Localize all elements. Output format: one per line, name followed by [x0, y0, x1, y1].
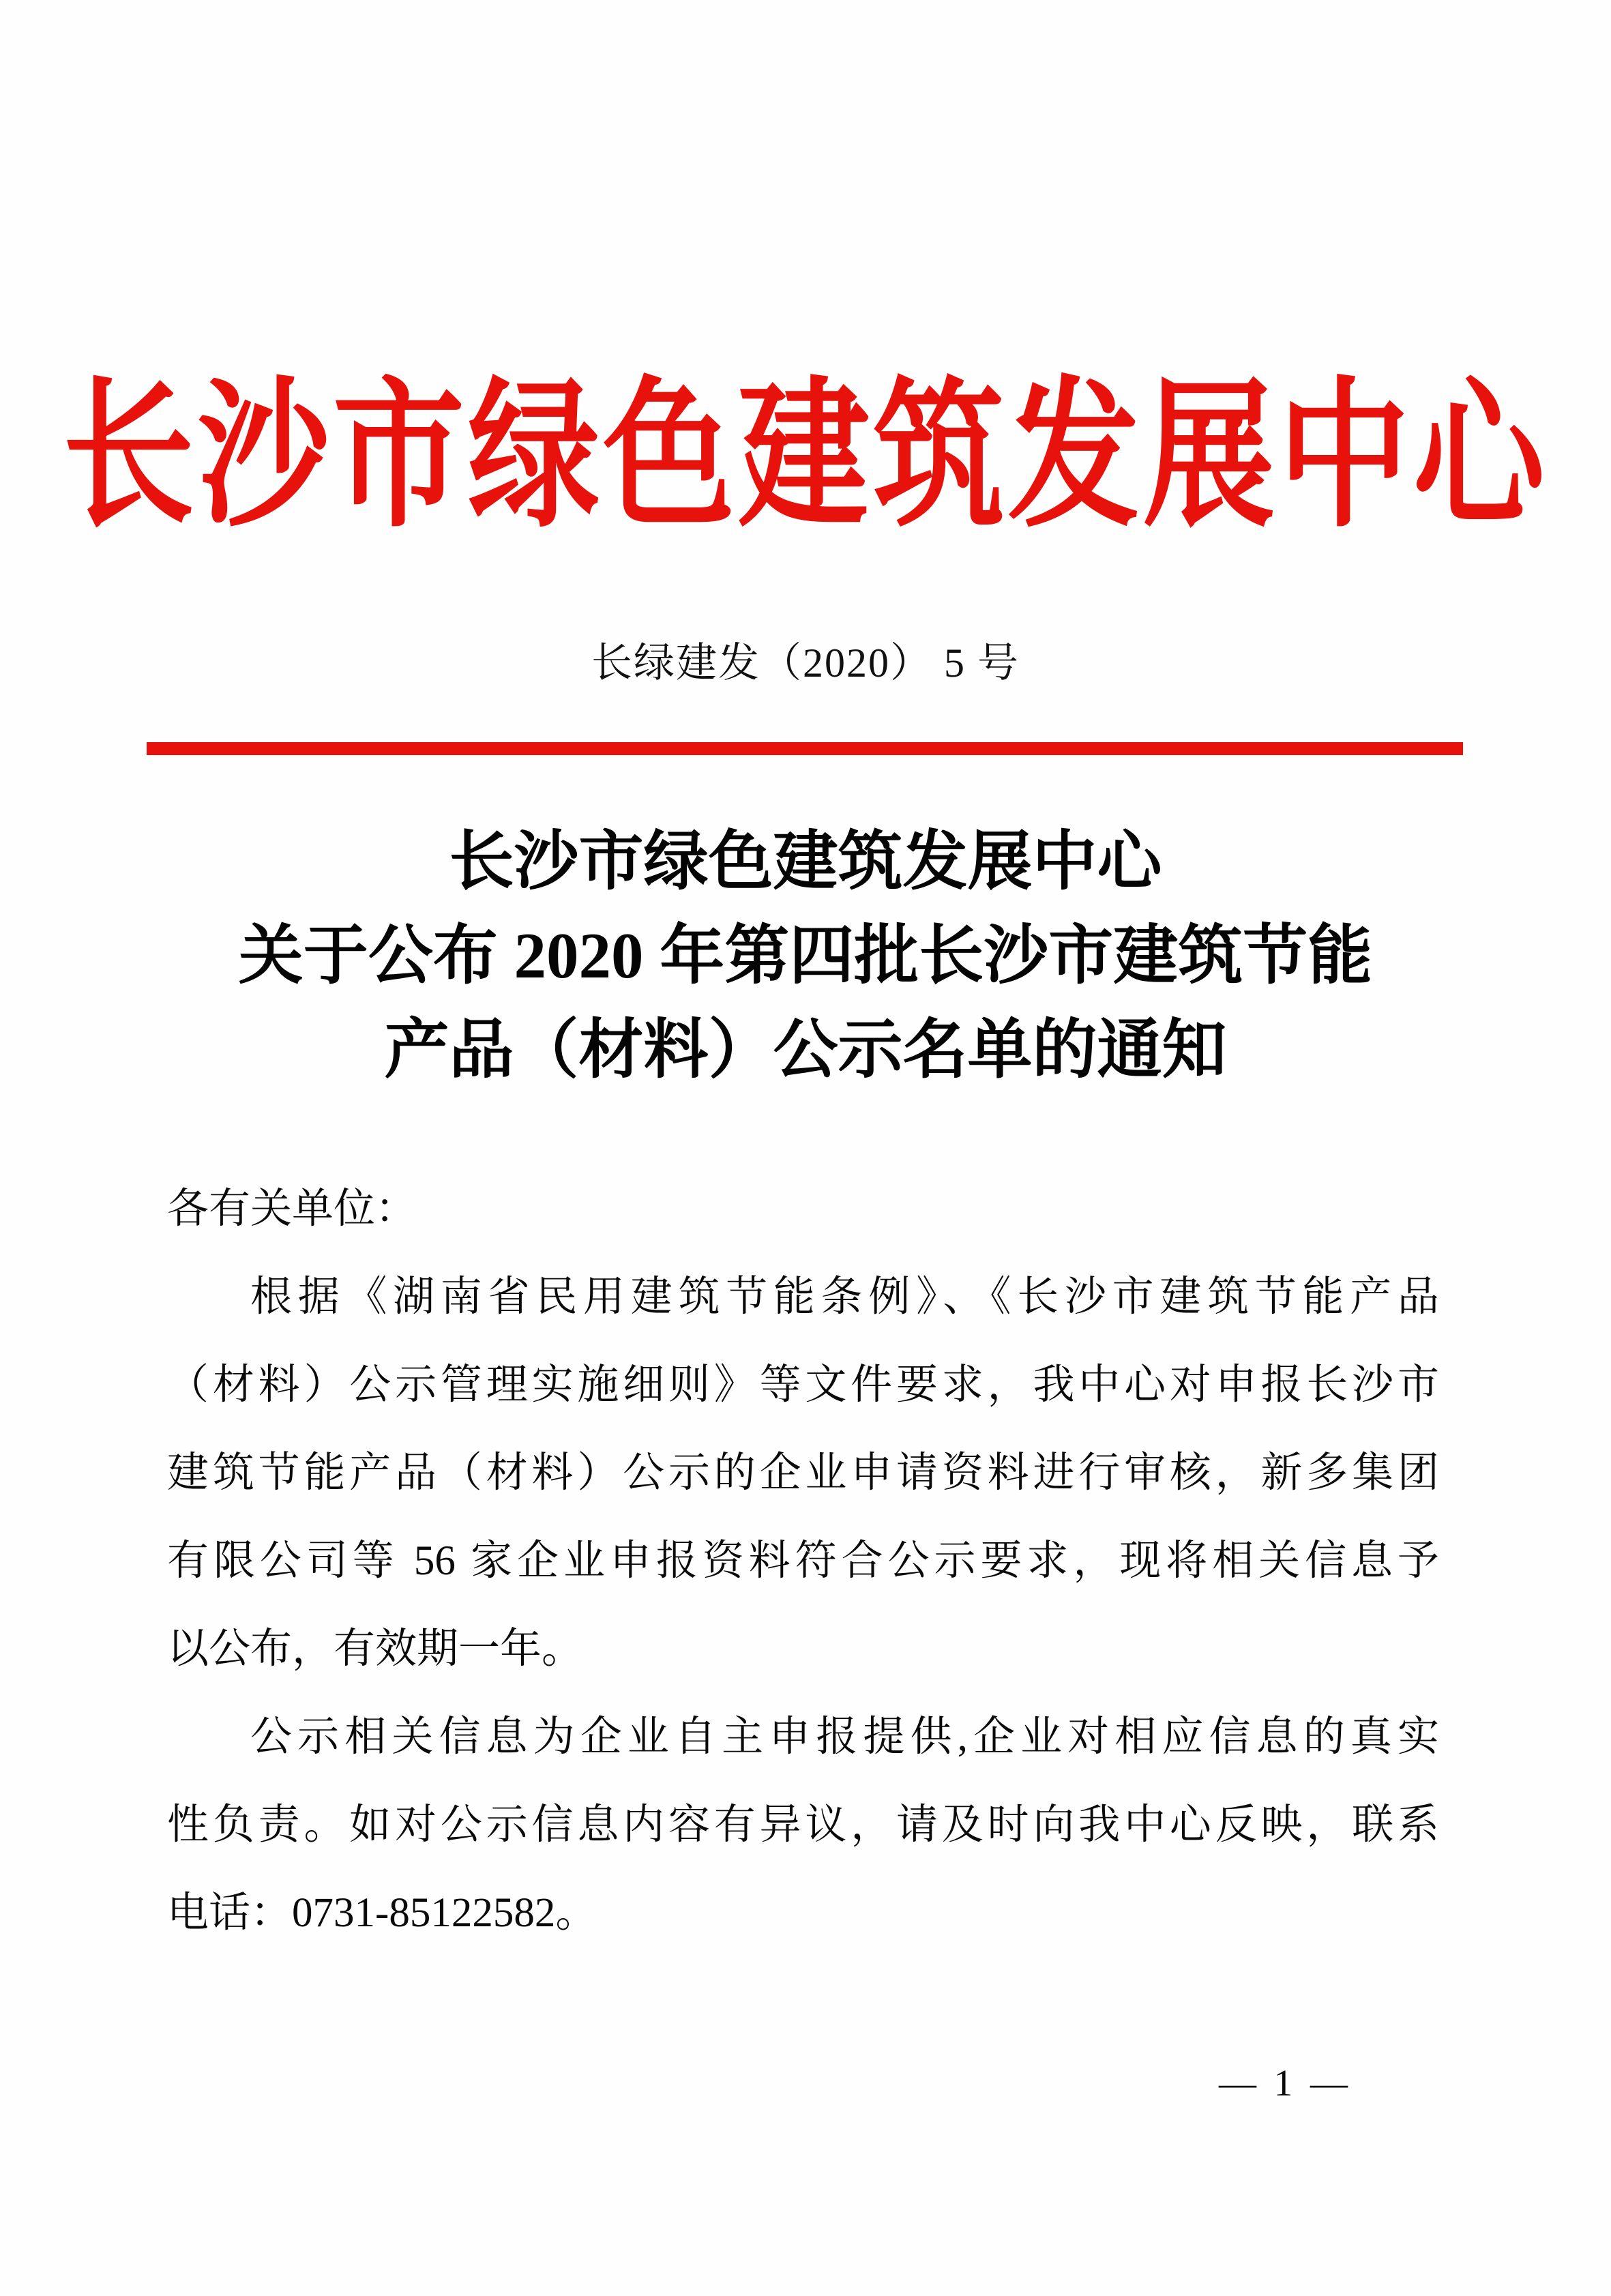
- notice-title-line-2: 关于公布 2020 年第四批长沙市建筑节能: [238, 919, 1373, 992]
- body-contact-phone-line: 电话：0731-85122582。: [167, 1890, 597, 1936]
- body-line: （材料）公示管理实施细则》等文件要求，我中心对申报长沙市: [167, 1362, 1439, 1408]
- page-number: — 1 —: [1219, 2062, 1352, 2104]
- red-divider-line: [147, 742, 1463, 755]
- notice-title-line-3: 产品（材料）公示名单的通知: [384, 1014, 1227, 1086]
- notice-title-line-1: 长沙市绿色建筑发展中心: [449, 825, 1162, 898]
- body-line: 以公布，有效期一年。: [167, 1626, 584, 1672]
- body-salutation: 各有关单位：: [167, 1186, 417, 1232]
- notice-title: [0, 814, 1611, 1097]
- body-line: 根据《湖南省民用建筑节能条例》、《长沙市建筑节能产品: [250, 1274, 1439, 1320]
- body-line: 性负责。如对公示信息内容有异议，请及时向我中心反映，联系: [167, 1802, 1439, 1848]
- body-text: [167, 1165, 1439, 1957]
- body-line: 公示相关信息为企业自主申报提供,企业对相应信息的真实: [250, 1714, 1439, 1760]
- body-line: 有限公司等 56 家企业申报资料符合公示要求，现将相关信息予: [167, 1538, 1439, 1584]
- body-line: 建筑节能产品（材料）公示的企业申请资料进行审核，新多集团: [167, 1450, 1439, 1496]
- document-reference-number: 长绿建发（2020） 5 号: [591, 641, 1020, 686]
- letterhead-org-title: 长沙市绿色建筑发展中心: [62, 368, 1548, 546]
